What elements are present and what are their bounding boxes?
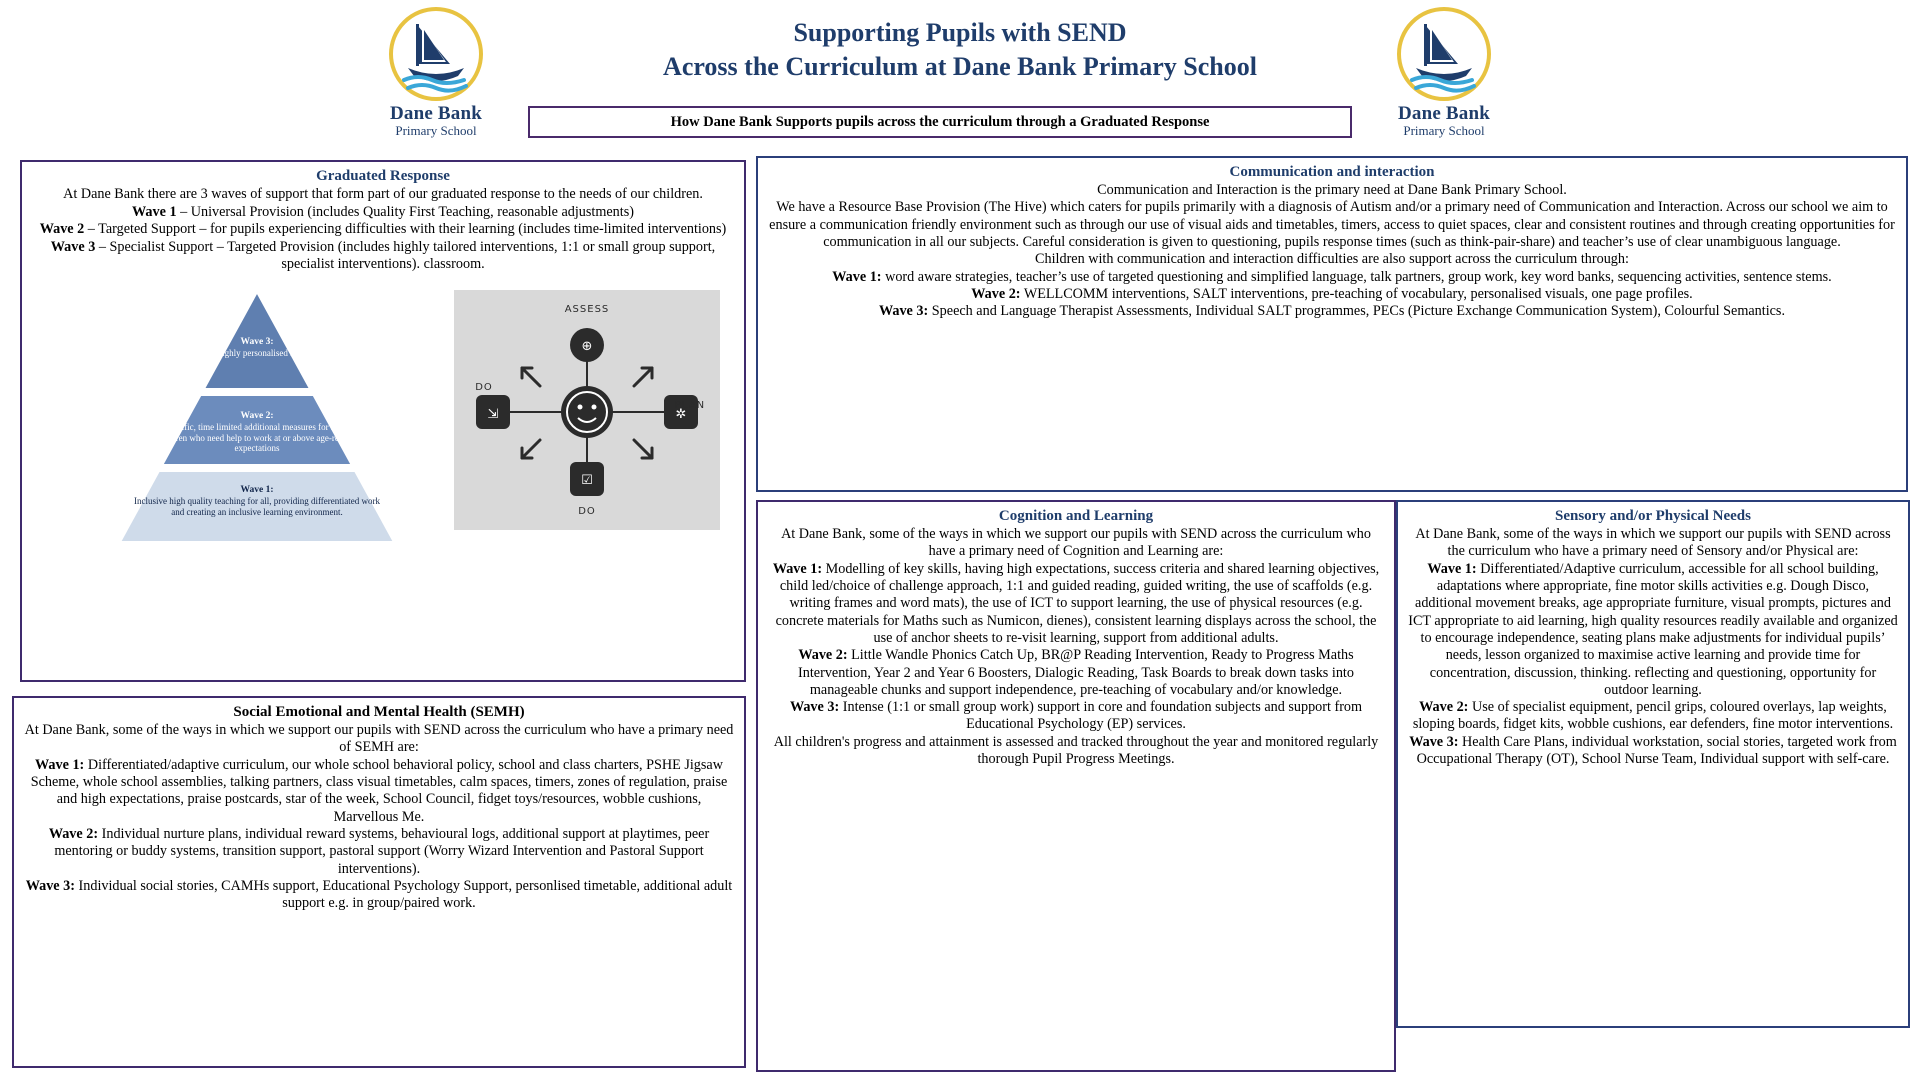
sensory-wave1 [1408,561,1898,700]
school-logo-right-text [1398,104,1490,138]
pyramid-wave2-title: Wave 2: [240,411,274,422]
graduated-figures [22,284,744,554]
cognition-wave2 [768,647,1384,699]
logo-subtitle: Primary School [1403,122,1485,138]
semh-wave1-label: Wave 1: [35,756,85,773]
graduated-wave1-label: Wave 1 [132,203,177,220]
communication-body [758,181,1906,325]
cognition-wave2-text: Little Wandle Phonics Catch Up, BR@P Reading Intervention, Ready to Progress Maths Intervention, Year 2 and Year 6 Boosters, Dialogic Reading, Task Boards to break down tasks into manageable chunks and support independence, pre-teaching of vocabulary and/or knowledge. [798,647,1354,698]
title-line-1: Supporting Pupils with SEND [793,18,1127,47]
cognition-wave1 [768,561,1384,648]
communication-wave3 [768,303,1896,320]
semh-wave2-label: Wave 2: [48,825,99,842]
cognition-outro: All children's progress and attainment is assessed and tracked throughout the year and monitored regularly thorough Pupil Progress Meetings. [773,733,1379,768]
semh-wave3-label: Wave 3: [25,877,75,894]
panel-sensory-physical [1396,500,1910,1028]
communication-wave1 [768,269,1896,286]
title-line-2: Across the Curriculum at Dane Bank Primary School [663,51,1257,81]
panel-communication-interaction [756,156,1908,492]
communication-wave2-label: Wave 2: [971,285,1021,302]
logo-name: Dane Bank [389,103,483,124]
sensory-wave3-label: Wave 3: [1409,733,1459,750]
ship-logo-icon [388,6,484,102]
pyramid-wave1-label [42,484,472,517]
communication-wave3-label: Wave 3: [878,303,929,320]
sensory-wave1-text: Differentiated/Adaptive curriculum, accessible for all school building, adaptations where appropriate, fine motor skills activities e.g. Dough Disco, additional movement breaks, age appropriate furniture, visual prompts, pictures and ICT appropriate to aid learning, high quality resources readily available and organized to encourage independence, seating plans make adjustments for individual pupils’ needs, lesson organized to maximise active learning and provide time for concentration, discussion, thinking. reflecting and questioning, opportunity for outdoor learning. [1408,560,1898,698]
poster-header [0,0,1920,152]
subtitle-banner [528,106,1352,138]
graduated-intro: At Dane Bank there are 3 waves of support that form part of our graduated response to the needs of our children. [63,186,703,202]
cognition-intro: At Dane Bank, some of the ways in which we support our pupils with SEND across the curriculum who have a primary need of Cognition and Learning are: [781,526,1371,560]
pyramid-wave3-title: Wave 3: [240,337,274,348]
semh-title: Social Emotional and Mental Health (SEMH) [233,704,525,720]
logo-name: Dane Bank [1397,103,1491,124]
panel-semh [12,696,746,1068]
page-title [500,16,1420,84]
pyramid-wave3-text: Additional highly personalised interventions [176,348,338,359]
communication-wave1-label: Wave 1: [832,268,882,285]
panel-graduated-response [20,160,746,682]
cognition-wave3 [768,699,1384,734]
svg-text:DO: DO [578,506,596,518]
graduated-body [22,185,744,278]
sensory-wave1-label: Wave 1: [1427,560,1477,577]
semh-wave1-text: Differentiated/adaptive curriculum, our whole school behavioral policy, school and class charters, PSHE Jigsaw Scheme, whole school assemblies, talking partners, class visual timetables, calm spaces, timers, zones of regulation, praise and high expectations, praise postcards, star of the week, School Council, fidget toys/resources, wobble cushions, Marvellous Me. [30,756,728,825]
sensory-wave2-label: Wave 2: [1419,699,1469,716]
semh-body [14,721,744,916]
pyramid-wave2-label [42,410,472,454]
semh-intro: At Dane Bank, some of the ways in which we support our pupils with SEND across the curriculum who have a primary need of SEMH are: [24,722,734,756]
semh-wave2 [24,826,734,878]
subtitle-text: How Dane Bank Supports pupils across the curriculum through a Graduated Response [670,113,1210,130]
communication-wave1-text: word aware strategies, teacher’s use of targeted questioning and simplified language, talk partners, group work, key word banks, sequencing activities, sentence stems. [881,268,1832,285]
communication-wave3-text: Speech and Language Therapist Assessments, Individual SALT programmes, PECs (Picture Exchange Communication System), Colourful Semantics. [928,303,1786,320]
semh-wave1 [24,757,734,826]
sensory-body [1398,525,1908,772]
graduated-wave1 [32,204,734,222]
sensory-title: Sensory and/or Physical Needs [1555,508,1751,524]
sensory-wave2-text: Use of specialist equipment, pencil grips, coloured overlays, lap weights, sloping boards, fidget kits, wobble cushions, ear defenders, fine motor interventions. [1412,699,1894,733]
semh-wave3-text: Individual social stories, CAMHs support, Educational Psychology Support, personlised timetable, additional adult support e.g. in group/paired work. [74,877,733,912]
graduated-wave1-text: – Universal Provision (includes Quality First Teaching, reasonable adjustments) [176,203,634,220]
graduated-wave2-label: Wave 2 [39,221,85,238]
cognition-body [758,525,1394,772]
sensory-wave3-text: Health Care Plans, individual workstation, social stories, targeted work from Occupational Therapy (OT), School Nurse Team, Individual support with self-care. [1416,733,1897,768]
school-logo-left [370,6,502,146]
pyramid-wave2-text: Specific, time limited additional measures for some children who need help to work at or above age-related expectations [157,422,357,454]
semh-wave3 [24,878,734,913]
waves-pyramid-diagram [42,284,472,552]
graduated-wave3 [32,239,734,274]
pyramid-wave1-text: Inclusive high quality teaching for all, providing differentiated work and creating an inclusive learning environment. [133,496,380,517]
svg-text:⊕: ⊕ [581,339,593,355]
cognition-title: Cognition and Learning [998,508,1154,524]
logo-subtitle: Primary School [395,122,477,138]
graduated-wave2 [32,221,734,239]
semh-wave2-text: Individual nurture plans, individual reward systems, behavioural logs, additional support at playtimes, peer mentoring or buddy systems, transition support, pastoral support (Worry Wizard Intervention and Pastoral Support interventions). [54,825,710,877]
cognition-wave3-text: Intense (1:1 or small group work) support in core and foundation subjects and support from Educational Psychology (EP) services. [839,699,1363,733]
cognition-wave2-label: Wave 2: [798,647,848,664]
graduated-wave3-label: Wave 3 [50,238,96,255]
svg-text:ASSESS: ASSESS [564,304,610,316]
svg-text:⇲: ⇲ [487,407,499,423]
cognition-wave1-label: Wave 1: [772,560,823,577]
panel-cognition-learning [756,500,1396,1072]
svg-text:☑: ☑ [581,473,593,489]
pyramid-wave3-label [42,336,472,359]
graduated-wave3-text: – Specialist Support – Targeted Provision (includes highly tailored interventions, 1:1 or small group support, specialist interventions). classroom. [95,238,716,273]
graduated-title: Graduated Response [316,168,450,184]
assess-plan-do-review-diagram [454,290,720,530]
svg-text:PLAN: PLAN [674,400,706,412]
sensory-wave2 [1408,699,1898,734]
communication-para-1: Communication and Interaction is the primary need at Dane Bank Primary School. [1097,182,1567,198]
communication-para-2: We have a Resource Base Provision (The Hive) which caters for pupils primarily with a diagnosis of Autism and/or a primary need of Communication and Interaction. Across our school we aim to ensure a communication friendly environment such as through our use of visual aids and timetables, timers, access to quiet spaces, clear and consistent routines and through creating opportunities for communication in all our subjects. Careful consideration is given to questioning, pupils response times (such as think-pair-share) and teacher’s use of clear unambiguous language. [769,199,1895,250]
communication-wave2-text: WELLCOMM interventions, SALT interventions, pre-teaching of vocabulary, personalised visuals, one page profiles. [1020,285,1693,302]
svg-text:DO: DO [475,382,493,394]
communication-wave2 [768,286,1896,303]
communication-title: Communication and interaction [1229,164,1435,180]
cognition-wave1-text: Modelling of key skills, having high expectations, success criteria and shared learning objectives, child led/choice of challenge approach, 1:1 and guided reading, guided writing, the use of scaffolds (e.g. writing frames and word mats), the use of ICT to support learning, the use of physical resources (e.g. concrete materials for Maths such as Numicon, dienes), consistent learning displays across the school, the use of anchor sheets to re-visit learning, support from additional adults. [775,560,1380,646]
cognition-wave3-label: Wave 3: [789,699,840,716]
pyramid-wave1-title: Wave 1: [240,485,274,496]
sensory-intro: At Dane Bank, some of the ways in which we support our pupils with SEND across the curriculum who have a primary need of Sensory and/or Physical are: [1415,526,1891,560]
graduated-wave2-text: – Targeted Support – for pupils experiencing difficulties with their learning (includes time-limited interventions) [84,221,727,238]
school-logo-left-text [390,104,482,138]
svg-text:✲: ✲ [675,407,687,423]
communication-para-3: Children with communication and interaction difficulties are also support across the curriculum through: [1035,251,1629,268]
sensory-wave3 [1408,734,1898,769]
